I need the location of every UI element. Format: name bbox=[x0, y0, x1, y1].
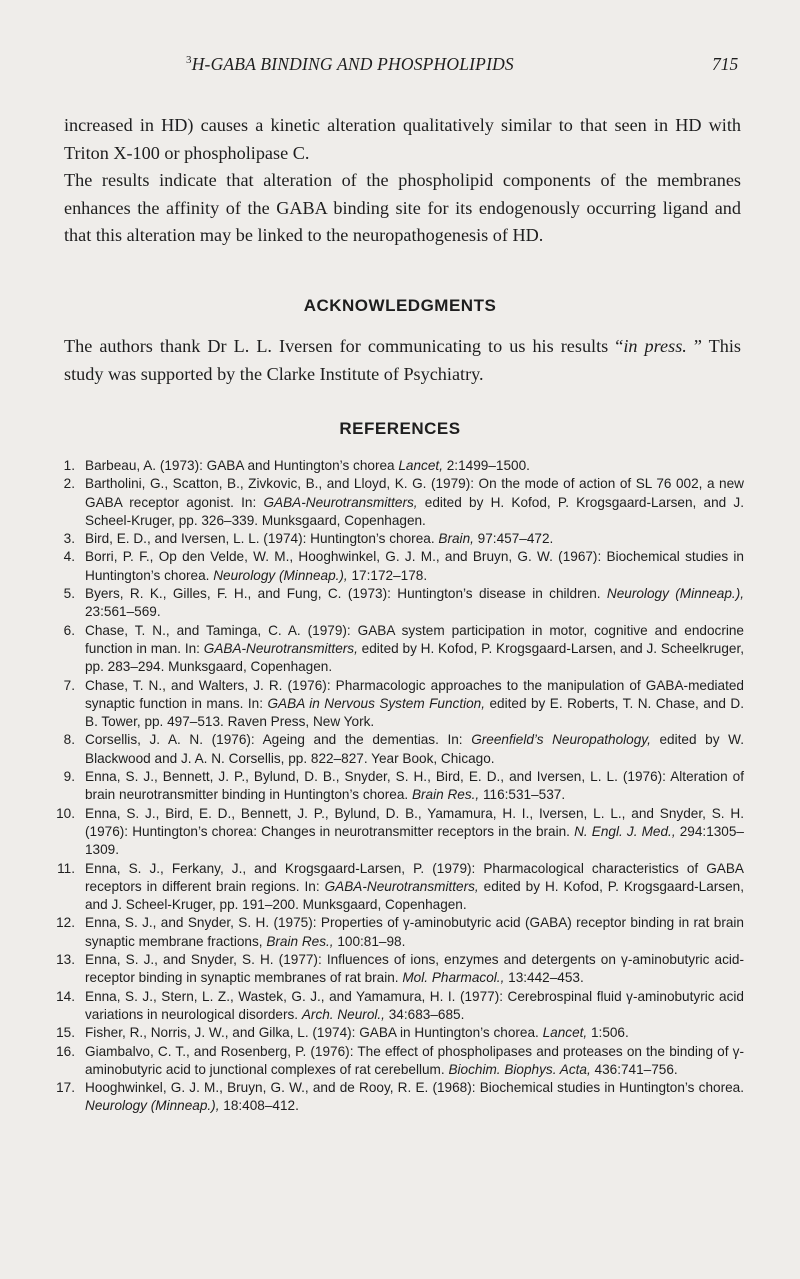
reference-list bbox=[42, 457, 744, 1116]
reference-text: Byers, R. K., Gilles, F. H., and Fung, C. (1973): Huntington’s disease in children. Neurology (Minneap.), 23:561–569. bbox=[85, 586, 744, 620]
journal-title: Arch. Neurol., bbox=[301, 1006, 385, 1022]
reference-text: Giambalvo, C. T., and Rosenberg, P. (1976): The effect of phospholipases and proteases on the binding of γ-aminobutyric acid to junctional complexes of rat cerebellum. Biochim. Biophys. Acta, 436:741–756. bbox=[85, 1043, 744, 1077]
reference-number: 6. bbox=[63, 622, 75, 638]
reference-text: Bartholini, G., Scatton, B., Zivkovic, B., and Lloyd, K. G. (1979): On the mode of action of SL 76 002, a new GABA receptor agonist. In: GABA-Neurotransmitters, edited by H. Kofod, P. Krogsgaard-Larsen, and J. Scheel-Kruger, pp. 326–339. Munksgaard, Copenhagen. bbox=[85, 476, 744, 528]
reference-item bbox=[42, 1024, 744, 1042]
references-heading: REFERENCES bbox=[339, 419, 461, 438]
reference-text: Enna, S. J., Ferkany, J., and Krogsgaard-Larsen, P. (1979): Pharmacological characteristics of GABA receptors in different brain regions. In: GABA-Neurotransmitters, edited by H. Kofod, P. Krogsgaard-Larsen, and J. Scheel-Kruger, pp. 191–200. Munksgaard, Copenhagen. bbox=[85, 860, 745, 913]
journal-title: Lancet, bbox=[542, 1025, 588, 1041]
running-head-superscript: 3 bbox=[186, 54, 192, 66]
reference-number: 8. bbox=[63, 732, 75, 748]
reference-item bbox=[42, 530, 744, 548]
reference-text: Chase, T. N., and Walters, J. R. (1976): Pharmacologic approaches to the manipulation of GABA-mediated synaptic function in mans. In: GABA in Nervous System Function, edited by E. Roberts, T. N. Chase, and D. B. Tower, pp. 497–513. Raven Press, New York. bbox=[85, 677, 745, 730]
reference-item bbox=[42, 548, 744, 585]
reference-text: Chase, T. N., and Taminga, C. A. (1979): GABA system participation in motor, cognitive and endocrine function in man. In: GABA-Neurotransmitters, edited by H. Kofod, P. Krogsgaard-Larsen, and J. Scheelkruger, pp. 283–294. Munksgaard, Copenhagen. bbox=[85, 622, 744, 675]
reference-text: Fisher, R., Norris, J. W., and Gilka, L. (1974): GABA in Huntington’s chorea. Lancet, 1:506. bbox=[85, 1025, 629, 1041]
reference-text: Enna, S. J., Bennett, J. P., Bylund, D. B., Snyder, S. H., Bird, E. D., and Iversen, L. L. (1976): Alteration of brain neurotransmitter binding in Huntington’s chorea. Brain Res., 116:531–537. bbox=[85, 769, 744, 803]
reference-item bbox=[42, 768, 744, 805]
reference-number: 2. bbox=[63, 476, 75, 492]
journal-title: Lancet, bbox=[398, 458, 443, 473]
journal-title: Brain, bbox=[438, 531, 474, 547]
reference-item bbox=[42, 860, 744, 915]
reference-number: 1. bbox=[63, 458, 75, 473]
reference-item bbox=[42, 731, 744, 768]
reference-number: 4. bbox=[63, 549, 75, 565]
reference-text: Hooghwinkel, G. J. M., Bruyn, G. W., and de Rooy, R. E. (1968): Biochemical studies in Huntington’s chorea. Neurology (Minneap.), 18:408–412. bbox=[85, 1080, 744, 1114]
journal-title: Mol. Pharmacol., bbox=[402, 970, 505, 986]
journal-title: N. Engl. J. Med., bbox=[574, 823, 676, 839]
journal-title: Brain Res., bbox=[266, 933, 334, 949]
reference-text: Enna, S. J., and Snyder, S. H. (1977): Influences of ions, enzymes and detergents on γ-aminobutyric acid-receptor binding in synaptic membranes of rat brain. Mol. Pharmacol., 13:442–453. bbox=[85, 952, 744, 986]
reference-number: 15. bbox=[56, 1025, 75, 1041]
reference-text: Borri, P. F., Op den Velde, W. M., Hooghwinkel, G. J. M., and Bruyn, G. W. (1967): Biochemical studies in Huntington’s chorea. Neurology (Minneap.), 17:172–178. bbox=[85, 549, 744, 583]
reference-text: Bird, E. D., and Iversen, L. L. (1974): Huntington’s chorea. Brain, 97:457–472. bbox=[85, 531, 554, 547]
reference-text: Enna, S. J., Bird, E. D., Bennett, J. P., Bylund, D. B., Yamamura, H. I., Iversen, L. L., and Snyder, S. H. (1976): Huntington’s chorea: Changes in neurotransmitter receptors in the brain. N. Engl. J. Med., 294:1305–1309. bbox=[85, 805, 744, 858]
body-text bbox=[64, 112, 741, 250]
reference-item bbox=[42, 951, 744, 988]
reference-number: 17. bbox=[56, 1080, 75, 1096]
acknowledgments-text: The authors thank Dr L. L. Iversen for communicating to us his results “in press. ” This study was supported by the Clarke Institute of Psychiatry. bbox=[64, 336, 742, 384]
reference-item bbox=[42, 677, 744, 732]
reference-number: 7. bbox=[63, 677, 75, 693]
reference-item bbox=[42, 1043, 744, 1080]
reference-number: 5. bbox=[63, 586, 75, 602]
reference-item bbox=[42, 988, 744, 1025]
reference-text: Barbeau, A. (1973): GABA and Huntington’s chorea Lancet, 2:1499–1500. bbox=[85, 458, 530, 473]
reference-item bbox=[42, 457, 744, 475]
reference-number: 13. bbox=[56, 952, 75, 968]
paragraph: increased in HD) causes a kinetic alteration qualitatively similar to that seen in HD with Triton X-100 or phospholipase C. bbox=[64, 115, 741, 163]
reference-item bbox=[42, 1079, 744, 1116]
journal-title: Biochim. Biophys. Acta, bbox=[448, 1061, 591, 1077]
journal-title: Neurology (Minneap.), bbox=[606, 586, 744, 602]
reference-number: 14. bbox=[56, 988, 75, 1004]
page-number: 715 bbox=[712, 54, 739, 74]
journal-title: Greenfield’s Neuropathology, bbox=[471, 732, 651, 748]
reference-item bbox=[42, 805, 744, 860]
running-head-title: $^3$H-GABA BINDING AND PHOSPHOLIPIDS bbox=[186, 54, 514, 74]
reference-text: Enna, S. J., and Snyder, S. H. (1975): Properties of γ-aminobutyric acid (GABA) receptor binding in rat brain synaptic membrane fractions, Brain Res., 100:81–98. bbox=[85, 915, 744, 949]
reference-text: Corsellis, J. A. N. (1976): Ageing and the dementias. In: Greenfield’s Neuropathology, edited by W. Blackwood and J. A. N. Corsellis, pp. 822–827. Year Book, Chicago. bbox=[85, 732, 744, 766]
acknowledgments-heading: ACKNOWLEDGMENTS bbox=[303, 296, 497, 315]
reference-number: 3. bbox=[63, 531, 75, 547]
reference-item bbox=[42, 622, 744, 677]
paragraph: The results indicate that alteration of the phospholipid components of the membranes enhances the affinity of the GABA binding site for its endogenously occurring ligand and that this alteration may be linked to the neuropathogenesis of HD. bbox=[64, 170, 741, 246]
reference-number: 11. bbox=[57, 860, 75, 876]
journal-title: GABA-Neurotransmitters, bbox=[263, 494, 418, 510]
reference-item bbox=[42, 585, 744, 622]
journal-title: Brain Res., bbox=[411, 787, 480, 803]
reference-item bbox=[42, 475, 744, 530]
reference-number: 16. bbox=[56, 1043, 75, 1059]
italic-text: in press. bbox=[623, 336, 687, 356]
journal-title: Neurology (Minneap.), bbox=[213, 567, 348, 583]
reference-text: Enna, S. J., Stern, L. Z., Wastek, G. J., and Yamamura, H. I. (1977): Cerebrospinal fluid γ-aminobutyric acid variations in neurological disorders. Arch. Neurol., 34:683–685. bbox=[85, 988, 744, 1022]
reference-item bbox=[42, 914, 744, 951]
reference-number: 9. bbox=[63, 769, 75, 785]
journal-title: GABA-Neurotransmitters, bbox=[203, 640, 358, 656]
journal-title: GABA in Nervous System Function, bbox=[267, 695, 486, 711]
journal-title: GABA-Neurotransmitters, bbox=[324, 878, 479, 894]
journal-title: Neurology (Minneap.), bbox=[85, 1098, 220, 1114]
reference-number: 10. bbox=[56, 805, 75, 821]
reference-number: 12. bbox=[56, 915, 75, 931]
